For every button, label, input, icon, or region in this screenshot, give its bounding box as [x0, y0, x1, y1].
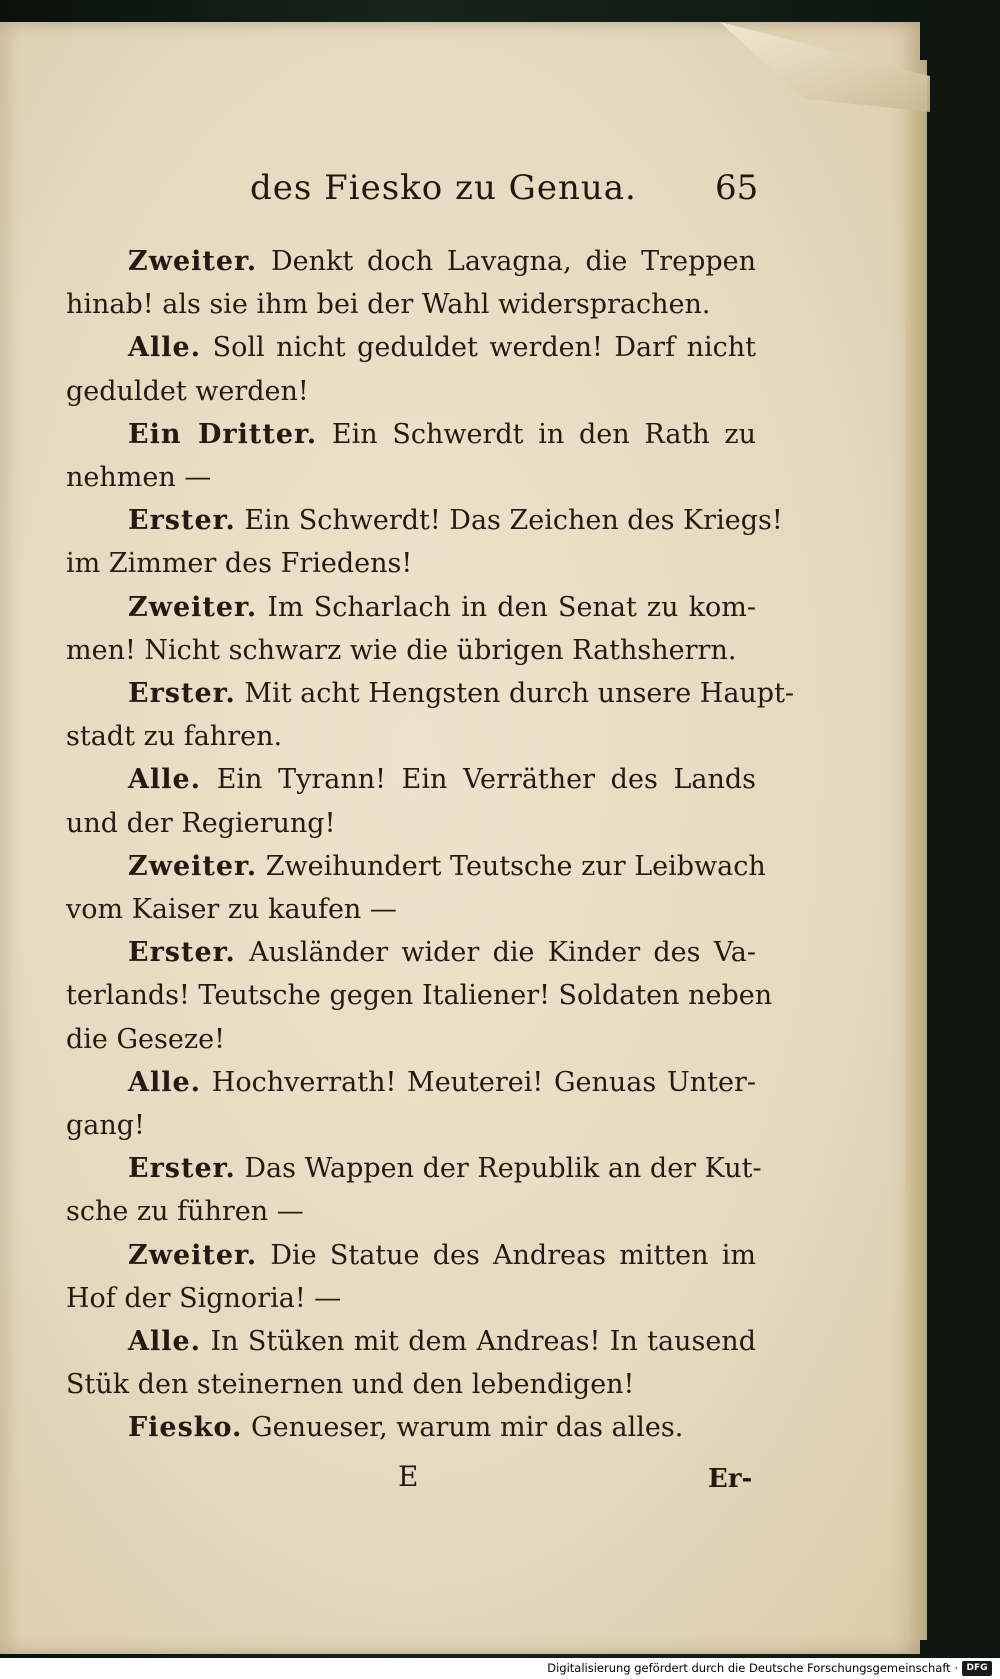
line-text: Das Wappen der Republik an der Kut-	[244, 1153, 762, 1185]
line-text: terlands! Teutsche gegen Italiener! Soldaten neben	[66, 980, 773, 1012]
speaker-name: Alle.	[128, 764, 202, 796]
speaker-name: Zweiter.	[128, 246, 258, 277]
speaker-name: Ein Dritter.	[128, 418, 318, 450]
line-text: Ausländer wider die Kinder des Va-	[249, 937, 757, 969]
speaker-name: Alle.	[128, 332, 202, 364]
speaker-name: Zweiter.	[128, 850, 258, 882]
text-line	[66, 413, 756, 456]
text-line	[66, 586, 756, 629]
running-head: des Fiesko zu Genua.	[250, 168, 637, 208]
speaker-name: Erster.	[128, 1153, 236, 1185]
line-text: Hochverrath! Meuterei! Genuas Unter-	[211, 1066, 756, 1098]
line-text: men! Nicht schwarz wie die übrigen Rathsherrn.	[66, 634, 737, 666]
text-line	[66, 240, 756, 283]
page-number: 65	[715, 168, 759, 208]
text-line	[66, 931, 756, 974]
text-line	[66, 1277, 756, 1320]
line-text: Die Statue des Andreas mitten im	[270, 1239, 756, 1271]
text-line	[66, 1018, 756, 1061]
speaker-name: Erster.	[128, 678, 236, 710]
text-line	[66, 499, 783, 542]
text-line	[66, 845, 766, 888]
text-line	[66, 629, 756, 672]
line-text: Mit acht Hengsten durch unsere Haupt-	[244, 678, 795, 710]
text-line	[66, 802, 756, 845]
page-edge	[905, 60, 927, 1640]
text-line	[66, 888, 756, 931]
line-text: vom Kaiser zu kaufen —	[66, 894, 397, 926]
digitization-footer	[0, 1658, 1000, 1679]
speaker-name: Fiesko.	[128, 1412, 243, 1444]
line-text: Im Scharlach in den Senat zu kom-	[267, 591, 756, 623]
line-text: Denkt doch Lavagna, die Treppen	[271, 246, 757, 277]
text-line	[66, 758, 756, 801]
text-line	[66, 283, 756, 326]
speaker-name: Erster.	[128, 505, 236, 537]
line-text: Soll nicht geduldet werden! Darf nicht	[212, 332, 756, 364]
text-line	[66, 1147, 762, 1190]
dfg-logo: DFG	[962, 1661, 992, 1676]
text-line	[66, 974, 773, 1017]
line-text: Hof der Signoria! —	[66, 1282, 342, 1314]
line-text: und der Regierung!	[66, 807, 336, 839]
text-line	[66, 1406, 756, 1449]
line-text: im Zimmer des Friedens!	[66, 548, 413, 580]
line-text: die Geseze!	[66, 1023, 225, 1055]
line-text: Zweihundert Teutsche zur Leibwach	[265, 850, 766, 882]
speaker-name: Erster.	[128, 937, 236, 969]
page-header	[250, 168, 760, 218]
text-line	[66, 370, 756, 413]
text-line	[66, 1104, 756, 1147]
line-text: hinab! als sie ihm bei der Wahl widersprachen.	[66, 289, 711, 321]
speaker-name: Alle.	[128, 1066, 202, 1098]
line-text: Ein Schwerdt in den Rath zu	[331, 418, 757, 450]
line-text: Genueser, warum mir das alles.	[251, 1412, 684, 1444]
text-line	[66, 542, 756, 585]
speaker-name: Zweiter.	[128, 1239, 258, 1271]
line-text: Stük den steinernen und den lebendigen!	[66, 1369, 635, 1401]
text-line	[66, 1320, 756, 1363]
line-text: stadt zu fahren.	[66, 721, 283, 753]
signature-mark: E	[398, 1460, 419, 1493]
speaker-name: Alle.	[128, 1326, 202, 1358]
line-text: In Stüken mit dem Andreas! In tausend	[210, 1326, 756, 1358]
catchword: Er-	[708, 1464, 753, 1494]
text-line	[66, 1190, 756, 1233]
text-line	[66, 715, 756, 758]
text-line	[66, 672, 795, 715]
text-line	[66, 326, 756, 369]
line-text: sche zu führen —	[66, 1196, 304, 1228]
line-text: geduldet werden!	[66, 375, 309, 407]
body-text	[66, 240, 795, 1450]
text-line	[66, 1061, 756, 1104]
speaker-name: Zweiter.	[128, 591, 258, 623]
footer-credit: Digitalisierung gefördert durch die Deutsche Forschungsgemeinschaft ·	[547, 1661, 958, 1675]
text-line	[66, 456, 756, 499]
text-line	[66, 1234, 756, 1277]
text-line	[66, 1363, 756, 1406]
line-text: Ein Tyrann! Ein Verräther des Lands	[216, 764, 756, 796]
line-text: Ein Schwerdt! Das Zeichen des Kriegs!	[244, 505, 783, 537]
line-text: nehmen —	[66, 462, 212, 494]
line-text: gang!	[66, 1110, 145, 1142]
